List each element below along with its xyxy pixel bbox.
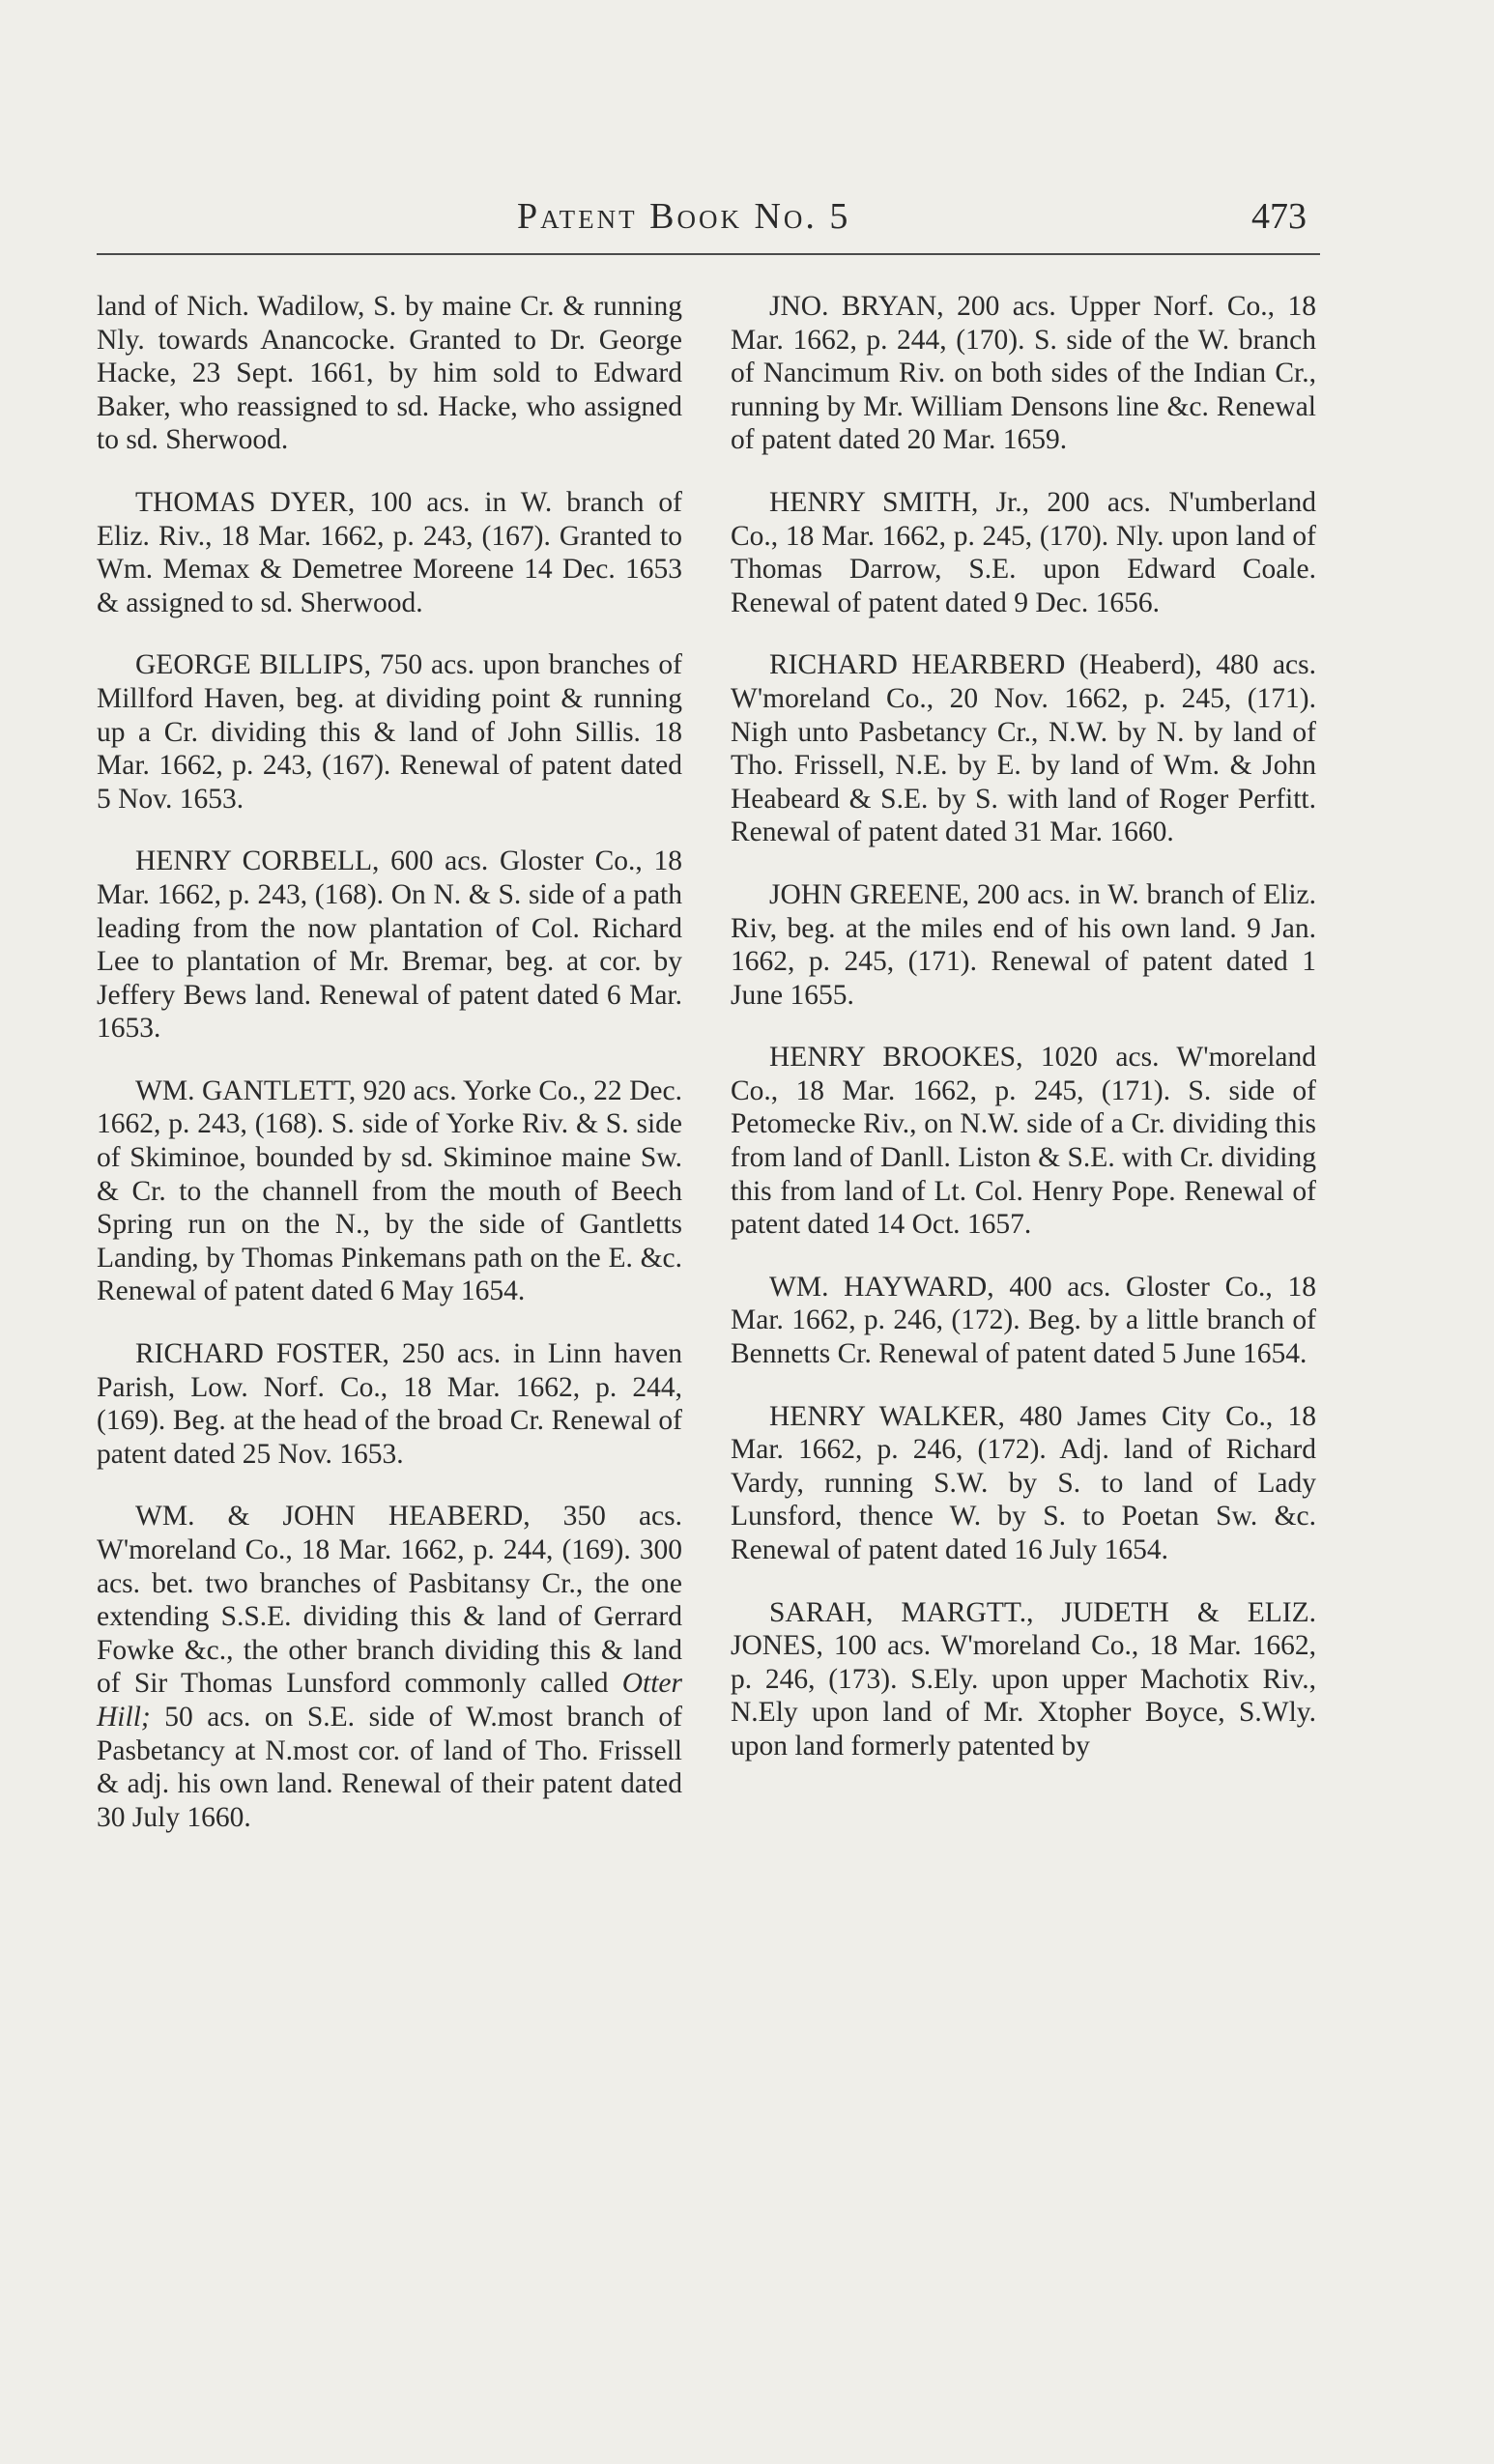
- entry-text: WM. & JOHN HEABERD, 350 acs. W'moreland Co., 18 Mar. 1662, p. 244, (169). 300 acs. bet. two branches of Pasbitansy Cr., the one extending S.S.E. dividing this & land of Gerrard Fowke &c., the other branch dividing this & land of Sir Thomas Lunsford commonly called: [97, 1501, 682, 1700]
- patent-entry-richard-foster: RICHARD FOSTER, 250 acs. in Linn haven Parish, Low. Norf. Co., 18 Mar. 1662, p. 244, (169). Beg. at the head of the broad Cr. Renewal of patent dated 25 Nov. 1653.: [97, 1338, 682, 1470]
- right-column: [731, 290, 1316, 1792]
- patent-entry-jones-sisters: SARAH, MARGTT., JUDETH & ELIZ. JONES, 100 acs. W'moreland Co., 18 Mar. 1662, p. 246, (173). S.Ely. upon upper Machotix Riv., N.Ely upon land of Mr. Xtopher Boyce, S.Wly. upon land formerly patented by: [731, 1596, 1316, 1762]
- patent-entry-wm-gantlett: WM. GANTLETT, 920 acs. Yorke Co., 22 Dec. 1662, p. 243, (168). S. side of Yorke Riv. & S. side of Skiminoe, bounded by sd. Skiminoe maine Sw. & Cr. to the channell from the mouth of Beech Spring run on the N., by the side of Gantletts Landing, by Thomas Pinkemans path on the E. &c. Renewal of patent dated 6 May 1654.: [97, 1074, 682, 1307]
- patent-entry-wm-john-heaberd: [97, 1500, 682, 1834]
- patent-entry-wm-hayward: WM. HAYWARD, 400 acs. Gloster Co., 18 Mar. 1662, p. 246, (172). Beg. by a little branch of Bennetts Cr. Renewal of patent dated 5 June 1654.: [731, 1271, 1316, 1370]
- patent-entry-henry-brookes: HENRY BROOKES, 1020 acs. W'moreland Co., 18 Mar. 1662, p. 245, (171). S. side of Petomecke Riv., on N.W. side of a Cr. dividing this from land of Danll. Liston & S.E. with Cr. dividing this from land of Lt. Col. Henry Pope. Renewal of patent dated 14 Oct. 1657.: [731, 1042, 1316, 1241]
- patent-entry-continued: land of Nich. Wadilow, S. by maine Cr. & running Nly. towards Anancocke. Granted to Dr. George Hacke, 23 Sept. 1661, by him sold to Edward Baker, who reassigned to sd. Hacke, who assigned to sd. Sherwood.: [97, 291, 682, 456]
- patent-entry-thomas-dyer: THOMAS DYER, 100 acs. in W. branch of Eliz. Riv., 18 Mar. 1662, p. 243, (167). Granted to Wm. Memax & Demetree Moreene 14 Dec. 1653 & assigned to sd. Sherwood.: [97, 486, 682, 618]
- place-name-italic: Otter Hill;: [97, 1668, 682, 1733]
- patent-entry-henry-smith: HENRY SMITH, Jr., 200 acs. N'umberland Co., 18 Mar. 1662, p. 245, (170). Nly. upon land of Thomas Darrow, S.E. upon Edward Coale. Renewal of patent dated 9 Dec. 1656.: [731, 486, 1316, 618]
- patent-entry-henry-walker: HENRY WALKER, 480 James City Co., 18 Mar. 1662, p. 246, (172). Adj. land of Richard Vardy, running S.W. by S. to land of Lady Lunsford, thence W. by S. to Poetan Sw. &c. Renewal of patent dated 16 July 1654.: [731, 1400, 1316, 1565]
- left-column: [97, 290, 682, 1863]
- patent-entry-richard-hearberd: RICHARD HEARBERD (Heaberd), 480 acs. W'moreland Co., 20 Nov. 1662, p. 245, (171). Nigh unto Pasbetancy Cr., N.W. by N. by land of Tho. Frissell, N.E. by E. by land of Wm. & John Heabeard & S.E. by S. with land of Roger Perfitt. Renewal of patent dated 31 Mar. 1660.: [731, 649, 1316, 848]
- patent-entry-henry-corbell: HENRY CORBELL, 600 acs. Gloster Co., 18 Mar. 1662, p. 243, (168). On N. & S. side of a path leading from the now plantation of Col. Richard Lee to plantation of Mr. Bremar, beg. at cor. by Jeffery Bews land. Renewal of patent dated 6 Mar. 1653.: [97, 845, 682, 1045]
- header-rule: [97, 253, 1320, 255]
- running-head: [0, 0, 1494, 261]
- patent-entry-george-billips: GEORGE BILLIPS, 750 acs. upon branches of Millford Haven, beg. at dividing point & running up a Cr. dividing this & land of John Sillis. 18 Mar. 1662, p. 243, (167). Renewal of patent dated 5 Nov. 1653.: [97, 649, 682, 815]
- page-number: 473: [1251, 196, 1307, 237]
- book-title: Patent Book No. 5: [517, 196, 851, 237]
- entry-text: 50 acs. on S.E. side of W.most branch of Pasbetancy at N.most cor. of land of Tho. Frissell & adj. his own land. Renewal of their patent dated 30 July 1660.: [97, 1701, 682, 1833]
- patent-entry-john-greene: JOHN GREENE, 200 acs. in W. branch of Eliz. Riv, beg. at the miles end of his own land. 9 Jan. 1662, p. 245, (171). Renewal of patent dated 1 June 1655.: [731, 878, 1316, 1011]
- patent-entry-jno-bryan: JNO. BRYAN, 200 acs. Upper Norf. Co., 18 Mar. 1662, p. 244, (170). S. side of the W. branch of Nancimum Riv. on both sides of the Indian Cr., running by Mr. William Densons line &c. Renewal of patent dated 20 Mar. 1659.: [731, 291, 1316, 456]
